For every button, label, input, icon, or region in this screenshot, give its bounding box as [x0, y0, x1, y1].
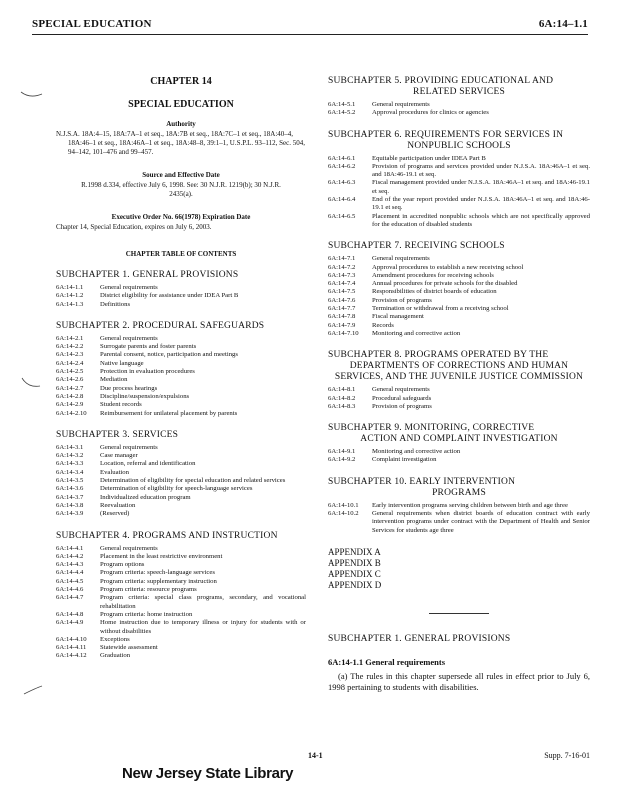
toc-row: 6A:14-4.11 Statewide assessment: [56, 644, 158, 652]
toc-row: 6A:14-4.2 Placement in the least restrictive environment: [56, 552, 223, 560]
toc-row: 6A:14-4.4 Program criteria: speech-language services: [56, 569, 215, 577]
toc-row: 6A:14-3.4 Evaluation: [56, 468, 129, 476]
subchapter-8: [328, 350, 590, 411]
toc-row: 6A:14-4.6 Program criteria: resource programs: [56, 586, 197, 594]
left-column: [56, 76, 306, 661]
margin-mark-2: [20, 376, 44, 390]
subchapter-heading-continued: NONPUBLIC SCHOOLS: [407, 140, 511, 151]
subchapter-heading-continued: PROGRAMS: [432, 487, 486, 498]
subchapter-7: [328, 241, 590, 338]
toc-row: 6A:14-7.8 Fiscal management: [328, 313, 424, 321]
toc-row: 6A:14-8.1 General requirements: [328, 386, 430, 394]
supplement-date: Supp. 7-16-01: [544, 751, 590, 760]
subchapter-heading: SUBCHAPTER 4. PROGRAMS AND INSTRUCTION: [56, 530, 278, 541]
subchapter-heading: SUBCHAPTER 5. PROVIDING EDUCATIONAL AND RELATED SERVICES: [328, 76, 590, 98]
toc-row: 6A:14-1.3 Definitions: [56, 300, 131, 308]
subchapter-heading: SUBCHAPTER 9. MONITORING, CORRECTIVE ACTION AND COMPLAINT INVESTIGATION: [328, 423, 590, 445]
toc-row: 6A:14-7.10 Monitoring and corrective action: [328, 329, 461, 337]
appendix-item: APPENDIX D: [328, 579, 382, 590]
chapter-title: SPECIAL EDUCATION: [128, 99, 234, 110]
toc-row: 6A:14-2.9 Student records: [56, 401, 142, 409]
toc-row: 6A:14-2.6 Mediation: [56, 376, 128, 384]
toc-row: 6A:14-7.4 Annual procedures for private schools for the disabled: [328, 280, 518, 288]
toc-row: 6A:14-6.3 Fiscal management provided under N.J.S.A. 18A:46A–1 et seq. and 18A:46-19.1 et seq.: [328, 179, 590, 195]
subchapter-2: [56, 321, 306, 418]
toc-row: 6A:14-4.8 Program criteria: home instruction: [56, 610, 193, 618]
header-title: SPECIAL EDUCATION: [32, 18, 152, 30]
header-section-number: 6A:14–1.1: [538, 18, 588, 30]
appendix-item: APPENDIX A: [328, 546, 381, 557]
toc-row: 6A:14-3.2 Case manager: [56, 452, 138, 460]
toc-row: 6A:14-3.9 (Reserved): [56, 510, 130, 518]
appendix-item: APPENDIX C: [328, 568, 381, 579]
toc-row: 6A:14-6.4 End of the year report provided under N.J.S.A. 18A:46A–1 et seq. and 18A:46-19.1 et seq.: [328, 196, 590, 212]
toc-row: 6A:14-3.1 General requirements: [56, 443, 158, 451]
subchapter-heading: SUBCHAPTER 8. PROGRAMS OPERATED BY THE DEPARTMENTS OF CORRECTIONS AND HUMAN SERVICES, AND THE JUVENILE JUSTICE COMMISSION: [328, 350, 590, 383]
toc-row: 6A:14-7.5 Responsibilities of district boards of education: [328, 288, 497, 296]
subchapter-heading: SUBCHAPTER 6. REQUIREMENTS FOR SERVICES IN NONPUBLIC SCHOOLS: [328, 130, 590, 152]
subchapter-4: [56, 531, 306, 661]
toc-row: 6A:14-1.1 General requirements: [56, 284, 158, 291]
authority-heading: Authority: [166, 120, 196, 128]
toc-row: 6A:14-2.3 Parental consent, notice, participation and meetings: [56, 351, 238, 359]
body-paragraph: (a) The rules in this chapter supersede all rules in effect prior to July 6, 1998 pertaining to students with disabilities.: [328, 670, 590, 692]
source-heading: Source and Effective Date: [142, 171, 220, 179]
toc-row: 6A:14-2.5 Protection in evaluation procedures: [56, 368, 195, 376]
toc-row: 6A:14-8.2 Procedural safeguards: [328, 394, 432, 402]
margin-mark-3: [22, 684, 44, 696]
toc-row: 6A:14-4.12 Graduation: [56, 652, 131, 660]
subchapter-9: [328, 423, 590, 465]
authority-text: N.J.S.A. 18A:4–15, 18A:7A–1 et seq., 18A:7B et seq., 18A:7C–1 et seq., 18A:40–4, 18A:46–1 et seq., 18A:46A–1 et seq., 18A:48–8, 39:1–1, U.S.P.L. 93–112, Sec. 504, 94–142, 101–476 and 99–457.: [56, 130, 305, 156]
toc-row: 6A:14-3.7 Individualized education program: [56, 493, 191, 501]
appendix-list: [328, 547, 590, 591]
toc-row: 6A:14-4.1 General requirements: [56, 544, 158, 552]
subchapter-1: [56, 270, 306, 309]
appendix-item: APPENDIX B: [328, 557, 381, 568]
subchapter-heading-continued: DEPARTMENTS OF CORRECTIONS AND HUMAN SERVICES, AND THE JUVENILE JUSTICE COMMISSION: [334, 361, 584, 383]
toc-row: 6A:14-2.8 Discipline/suspension/expulsions: [56, 392, 190, 400]
toc-row: 6A:14-7.6 Provision of programs: [328, 296, 432, 304]
subchapter-3: [56, 430, 306, 519]
toc-row: 6A:14-2.4 Native language: [56, 359, 144, 367]
subchapter-10: [328, 477, 590, 535]
toc-row: 6A:14-9.1 Monitoring and corrective action: [328, 448, 461, 456]
executive-order-text: Chapter 14, Special Education, expires on July 6, 2003.: [56, 223, 212, 231]
toc-row: 6A:14-10.1 Early intervention programs serving children between birth and age three: [328, 501, 568, 509]
toc-row: 6A:14-4.9 Home instruction due to temporary illness or injury for students with or without disabilities: [56, 619, 306, 635]
section-divider: [429, 613, 489, 614]
toc-row: 6A:14-6.5 Placement in accredited nonpublic schools which are not specifically approved for the education of disabled students: [328, 212, 590, 228]
toc-row: 6A:14-2.2 Surrogate parents and foster parents: [56, 343, 197, 351]
subchapter-heading-continued: RELATED SERVICES: [413, 87, 505, 97]
toc-row: 6A:14-7.3 Amendment procedures for receiving schools: [328, 271, 494, 279]
subchapter-heading: SUBCHAPTER 10. EARLY INTERVENTION PROGRAMS: [328, 477, 590, 499]
toc-row: 6A:14-4.3 Program options: [56, 561, 145, 569]
subchapter-5: [328, 76, 590, 118]
toc-row: 6A:14-2.1 General requirements: [56, 334, 158, 342]
margin-mark-1: [20, 90, 44, 100]
toc-row: 6A:14-7.9 Records: [328, 321, 394, 329]
subchapter-heading: SUBCHAPTER 7. RECEIVING SCHOOLS: [328, 241, 505, 252]
toc-row: 6A:14-8.3 Provision of programs: [328, 402, 432, 410]
toc-row: 6A:14-3.6 Determination of eligibility for speech-language services: [56, 485, 253, 493]
subchapter-heading: SUBCHAPTER 2. PROCEDURAL SAFEGUARDS: [56, 320, 265, 331]
toc-row: 6A:14-1.2 District eligibility for assistance under IDEA Part B: [56, 292, 239, 300]
source-text: R.1998 d.334, effective July 6, 1998. See: 30 N.J.R. 1219(b); 30 N.J.R. 2435(a).: [81, 181, 281, 198]
toc-row: 6A:14-3.3 Location, referral and identification: [56, 460, 196, 468]
toc-row: 6A:14-7.2 Approval procedures to establish a new receiving school: [328, 263, 524, 271]
toc-row: 6A:14-4.7 Program criteria: special class programs, secondary, and vocational rehabilitation: [56, 594, 306, 610]
chapter-heading: [56, 76, 306, 110]
subchapter-6: [328, 130, 590, 230]
subchapter-heading-continued: ACTION AND COMPLAINT INVESTIGATION: [360, 434, 558, 445]
library-stamp: New Jersey State Library: [122, 765, 294, 782]
toc-row: 6A:14-9.2 Complaint investigation: [328, 456, 437, 464]
toc-title: CHAPTER TABLE OF CONTENTS: [125, 250, 237, 258]
body-section-heading: 6A:14-1.1 General requirements: [328, 656, 446, 667]
toc-row: 6A:14-6.2 Provision of programs and services provided under N.J.S.A. 18A:46A–1 et seq. and 18A:46-19.1 et seq.: [328, 162, 590, 179]
toc-row: 6A:14-5.2 Approval procedures for clinics or agencies: [328, 109, 489, 117]
chapter-number: CHAPTER 14: [150, 76, 212, 87]
toc-row: 6A:14-3.8 Reevaluation: [56, 501, 136, 509]
body-subchapter-heading: SUBCHAPTER 1. GENERAL PROVISIONS: [328, 633, 511, 644]
executive-order-heading: Executive Order No. 66(1978) Expiration Date: [111, 213, 251, 221]
right-column: [328, 76, 590, 693]
toc-row: 6A:14-2.7 Due process hearings: [56, 384, 158, 392]
toc-row: 6A:14-4.10 Exceptions: [56, 635, 130, 643]
page-number: 14-1: [308, 751, 323, 760]
toc-row: 6A:14-5.1 General requirements: [328, 101, 430, 108]
subchapter-heading: SUBCHAPTER 3. SERVICES: [56, 429, 179, 440]
subchapter-heading: SUBCHAPTER 1. GENERAL PROVISIONS: [56, 270, 239, 280]
toc-row: 6A:14-6.1 Equitable participation under IDEA Part B: [328, 154, 486, 162]
toc-row: 6A:14-7.7 Termination or withdrawal from a receiving school: [328, 305, 509, 313]
toc-row: 6A:14-7.1 General requirements: [328, 255, 430, 263]
toc-row: 6A:14-4.5 Program criteria: supplementary instruction: [56, 577, 217, 585]
toc-row: 6A:14-3.5 Determination of eligibility for special education and related services: [56, 477, 286, 485]
running-header: [32, 14, 588, 35]
toc-row: 6A:14-2.10 Reimbursement for unilateral placement by parents: [56, 409, 238, 417]
toc-row: 6A:14-10.2 General requirements when district boards of education contract with early intervention programs under contract with the Department of Health and Senior Services for students age three: [328, 510, 590, 534]
